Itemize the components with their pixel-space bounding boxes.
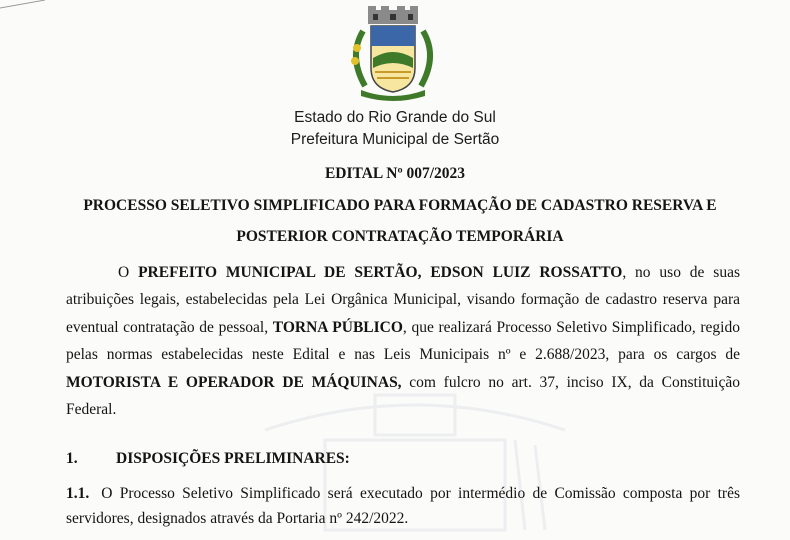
section-title: DISPOSIÇÕES PRELIMINARES: — [116, 450, 350, 467]
edital-number: EDITAL Nº 007/2023 — [324, 165, 466, 182]
intro-text-3: , que realizará Processo Seletivo Simplificado, regido pelas normas estabelecidas neste Edital e nas Leis Municipais nº e 2.688/2023, para os cargos de — [66, 318, 740, 364]
intro-text-4: com fulcro no art. 37, inciso IX, da Constituição Federal. — [66, 373, 740, 419]
municipal-coat-of-arms-icon — [343, 6, 443, 102]
intro-bold-mayor: PREFEITO MUNICIPAL DE SERTÃO, EDSON LUIZ ROSSATTO — [138, 264, 623, 281]
intro-bold-cargos: MOTORISTA E OPERADOR DE MÁQUINAS, — [66, 373, 402, 391]
intro-text-2: , no uso de suas atribuições legais, estabelecidas pela Lei Orgânica Municipal, visando formação de cadastro reserva para eventual contratação de pessoal, — [66, 264, 740, 336]
clause-number: 1.1. — [66, 485, 90, 502]
clause-1-1 — [66, 481, 740, 531]
intro-paragraph — [66, 259, 740, 423]
title-line-1: PROCESSO SELETIVO SIMPLIFICADO PARA FORMAÇÃO DE CADASTRO RESERVA E — [83, 197, 717, 214]
intro-bold-torna-publico: TORNA PÚBLICO — [272, 318, 403, 336]
title-line-2: POSTERIOR CONTRATAÇÃO TEMPORÁRIA — [236, 228, 564, 245]
scan-line-mark — [0, 0, 60, 20]
header-state: Estado do Rio Grande do Sul — [294, 109, 496, 126]
document-title — [40, 190, 760, 252]
section-number: 1. — [66, 450, 78, 467]
section-heading — [66, 450, 350, 468]
intro-text-1: O — [118, 264, 139, 281]
clause-text: O Processo Seletivo Simplificado será executado por intermédio de Comissão composta por três servidores, designados através da Portaria nº 242/2022. — [66, 485, 740, 527]
header-city: Prefeitura Municipal de Sertão — [290, 131, 500, 148]
